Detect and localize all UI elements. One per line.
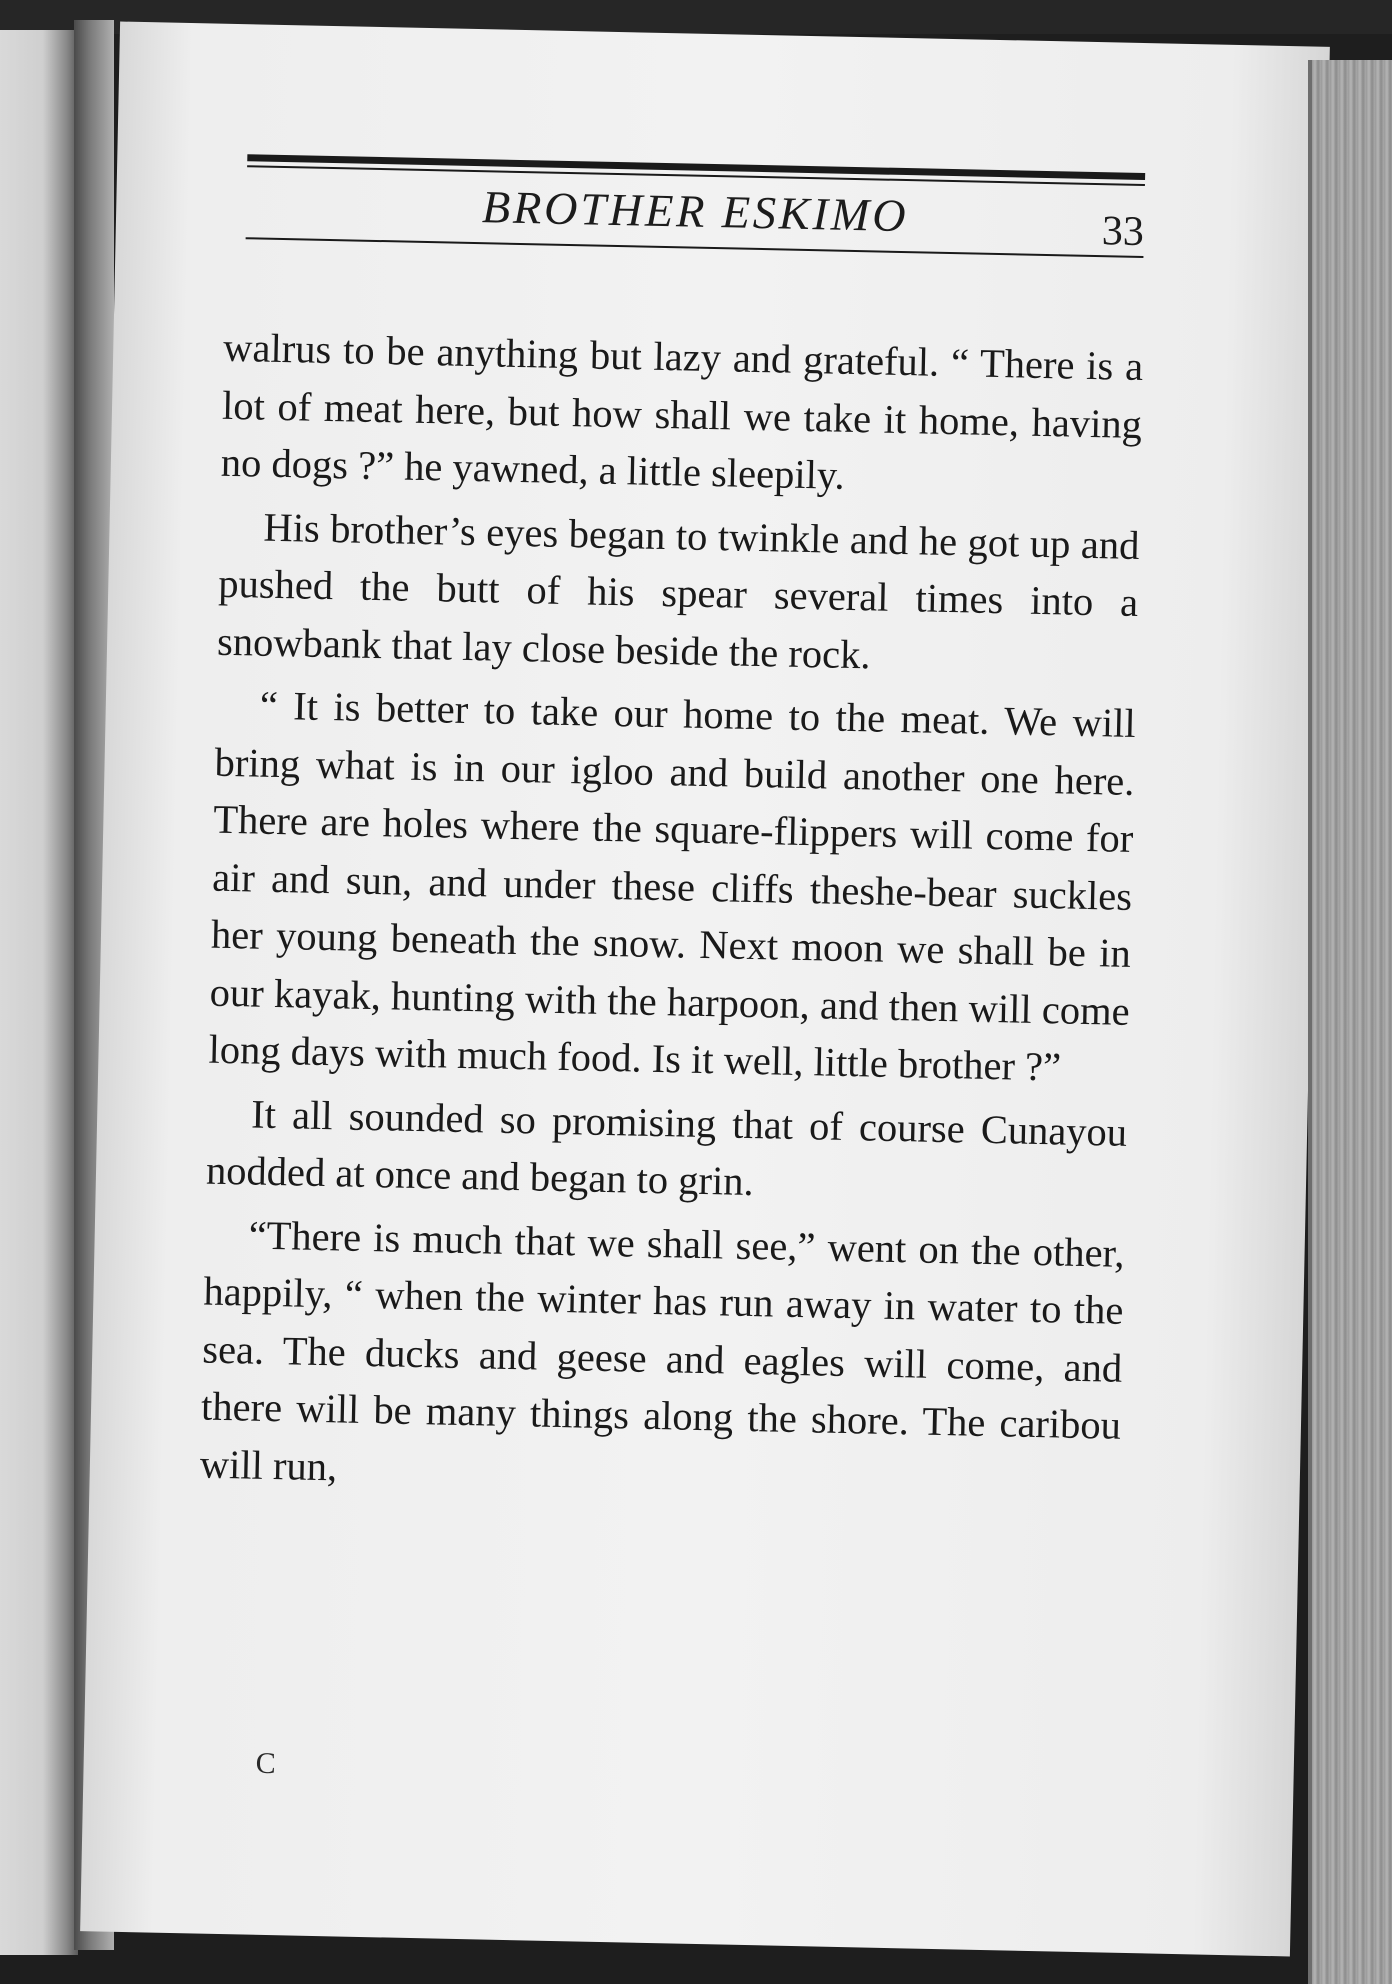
paragraph: “ It is better to take our home to the meat. We will bring what is in our igloo and build another one here. There are holes where the square-flippers will come for air and sun, and under these cliffs theshe-bear suckles her young beneath the snow. Next moon we shall be in our kayak, hunting with the harpoon, and then will come long days with much food. Is it well, little brother ?” — [208, 682, 1137, 1090]
running-title: BROTHER ESKIMO — [481, 181, 910, 242]
paragraph: His brother’s eyes began to twinkle and he got up and pushed the butt of his spear several times into a snowbank that lay close beside the rock. — [216, 504, 1140, 677]
body-text — [199, 319, 1143, 1512]
signature-mark: C — [255, 1746, 277, 1781]
book-page — [80, 22, 1330, 1957]
left-page-edge — [0, 30, 78, 1955]
paragraph: It all sounded so promising that of course Cunayou nodded at once and began to grin. — [205, 1091, 1128, 1205]
page-header — [246, 154, 1146, 258]
paragraph: “There is much that we shall see,” went on the other, happily, “ when the winter has run away in water to the sea. The ducks and geese and eagles will come, and there will be many things along the shore. The caribou will run, — [199, 1212, 1126, 1489]
paragraph: walrus to be anything but lazy and grateful. “ There is a lot of meat here, but how shall we take it home, having no dogs ?” he yawned, a little sleepily. — [220, 324, 1144, 498]
page-block-edge — [1308, 60, 1392, 1984]
page-number: 33 — [1101, 208, 1145, 256]
